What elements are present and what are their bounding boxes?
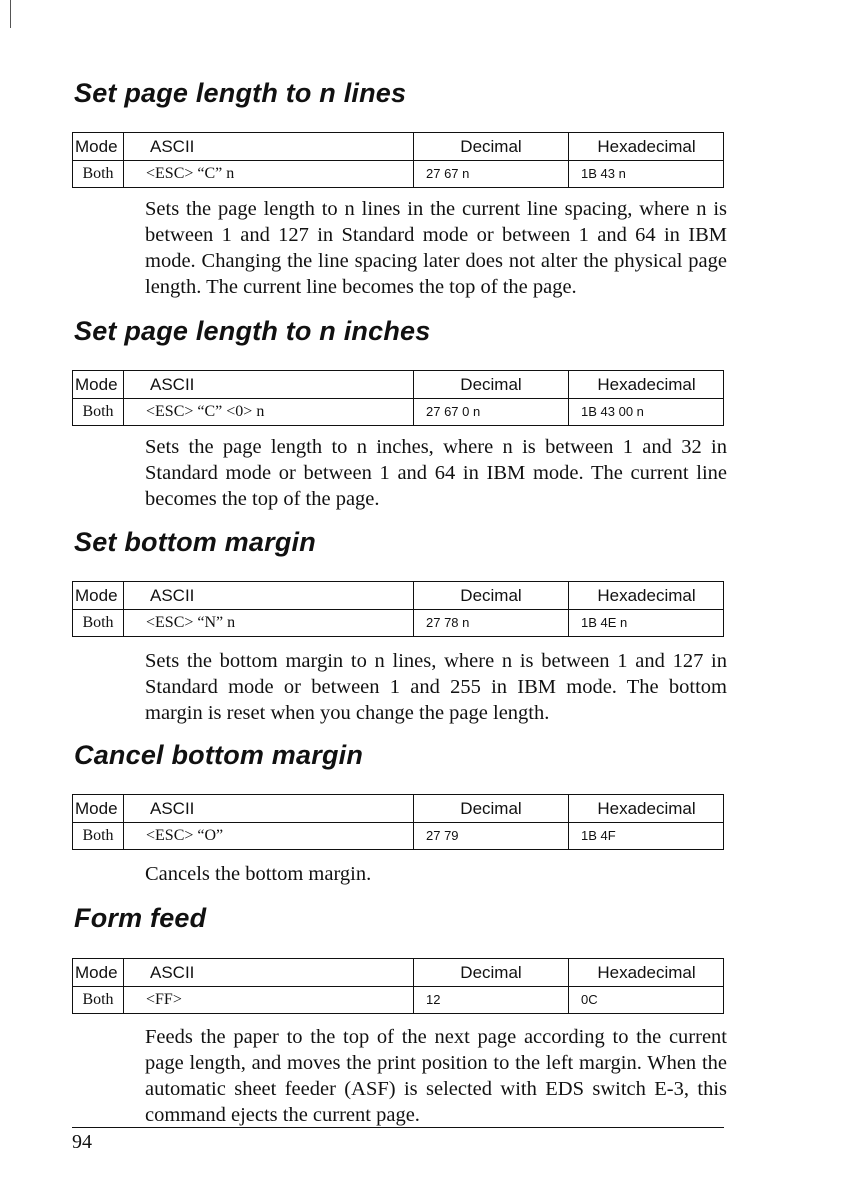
cell-ascii: <ESC> “C” <0> n xyxy=(124,398,414,425)
scan-edge-line xyxy=(10,0,11,28)
command-table xyxy=(72,132,724,188)
header-mode: Mode xyxy=(73,582,124,609)
cell-hex: 1B 43 00 n xyxy=(581,404,644,419)
cell-decimal: 27 79 xyxy=(414,822,569,849)
header-ascii: ASCII xyxy=(124,371,414,398)
table-header-row xyxy=(73,959,723,987)
section-description: Sets the page length to n lines in the current line spacing, where n is between 1 and 127 in Standard mode or between 1 and 64 in IBM mode. Changing the line spacing later does not alter the physical page length. The current line becomes the top of the page. xyxy=(145,198,727,298)
header-hexadecimal: Hexadecimal xyxy=(597,799,696,818)
cell-decimal: 27 67 0 n xyxy=(414,398,569,425)
cell-hex: 0C xyxy=(581,992,598,1007)
section-heading: Set page length to n lines xyxy=(74,78,407,108)
table-header-row xyxy=(73,133,723,161)
cell-ascii: <ESC> “C” n xyxy=(124,160,414,187)
cell-hex: 1B 43 n xyxy=(581,166,626,181)
cell-decimal: 12 xyxy=(414,986,569,1013)
cell-mode: Both xyxy=(73,822,124,849)
header-mode: Mode xyxy=(73,795,124,822)
command-table xyxy=(72,794,724,850)
header-ascii: ASCII xyxy=(124,795,414,822)
header-mode: Mode xyxy=(73,959,124,986)
table-header-row xyxy=(73,582,723,610)
table-header-row xyxy=(73,371,723,399)
header-decimal: Decimal xyxy=(414,795,569,822)
cell-decimal: 27 78 n xyxy=(414,609,569,636)
section-description: Sets the page length to n inches, where n is between 1 and 32 in Standard mode or between 1 and 64 in IBM mode. The current line becomes the top of the page. xyxy=(145,436,727,510)
command-table xyxy=(72,370,724,426)
cell-mode: Both xyxy=(73,609,124,636)
header-ascii: ASCII xyxy=(124,133,414,160)
footer-divider xyxy=(72,1127,724,1128)
section-heading: Form feed xyxy=(74,903,207,933)
header-decimal: Decimal xyxy=(414,371,569,398)
section-heading: Set page length to n inches xyxy=(74,316,431,346)
table-row xyxy=(73,609,723,636)
table-row xyxy=(73,398,723,425)
section-description: Sets the bottom margin to n lines, where n is between 1 and 127 in Standard mode or between 1 and 255 in IBM mode. The bottom margin is reset when you change the page length. xyxy=(145,650,727,724)
header-ascii: ASCII xyxy=(124,582,414,609)
cell-hex: 1B 4E n xyxy=(581,615,628,630)
cell-decimal: 27 67 n xyxy=(414,160,569,187)
header-decimal: Decimal xyxy=(414,582,569,609)
section-description: Cancels the bottom margin. xyxy=(145,863,372,885)
command-table xyxy=(72,581,724,637)
header-mode: Mode xyxy=(73,133,124,160)
page-number: 94 xyxy=(72,1131,92,1153)
section-description: Feeds the paper to the top of the next page according to the current page length, and moves the print position to the left margin. When the automatic sheet feeder (ASF) is selected with EDS switch E-3, this command ejects the current page. xyxy=(145,1026,727,1126)
table-row xyxy=(73,160,723,187)
cell-mode: Both xyxy=(73,398,124,425)
header-hexadecimal: Hexadecimal xyxy=(597,375,696,394)
table-row xyxy=(73,822,723,849)
cell-mode: Both xyxy=(73,160,124,187)
header-hexadecimal: Hexadecimal xyxy=(597,586,696,605)
header-decimal: Decimal xyxy=(414,133,569,160)
command-table xyxy=(72,958,724,1014)
header-hexadecimal: Hexadecimal xyxy=(597,963,696,982)
cell-mode: Both xyxy=(73,986,124,1013)
cell-ascii: <FF> xyxy=(124,986,414,1013)
table-header-row xyxy=(73,795,723,823)
section-heading: Set bottom margin xyxy=(74,527,316,557)
header-ascii: ASCII xyxy=(124,959,414,986)
cell-ascii: <ESC> “O” xyxy=(124,822,414,849)
cell-ascii: <ESC> “N” n xyxy=(124,609,414,636)
header-decimal: Decimal xyxy=(414,959,569,986)
cell-hex: 1B 4F xyxy=(581,828,616,843)
section-heading: Cancel bottom margin xyxy=(74,740,364,770)
header-hexadecimal: Hexadecimal xyxy=(597,137,696,156)
header-mode: Mode xyxy=(73,371,124,398)
table-row xyxy=(73,986,723,1013)
